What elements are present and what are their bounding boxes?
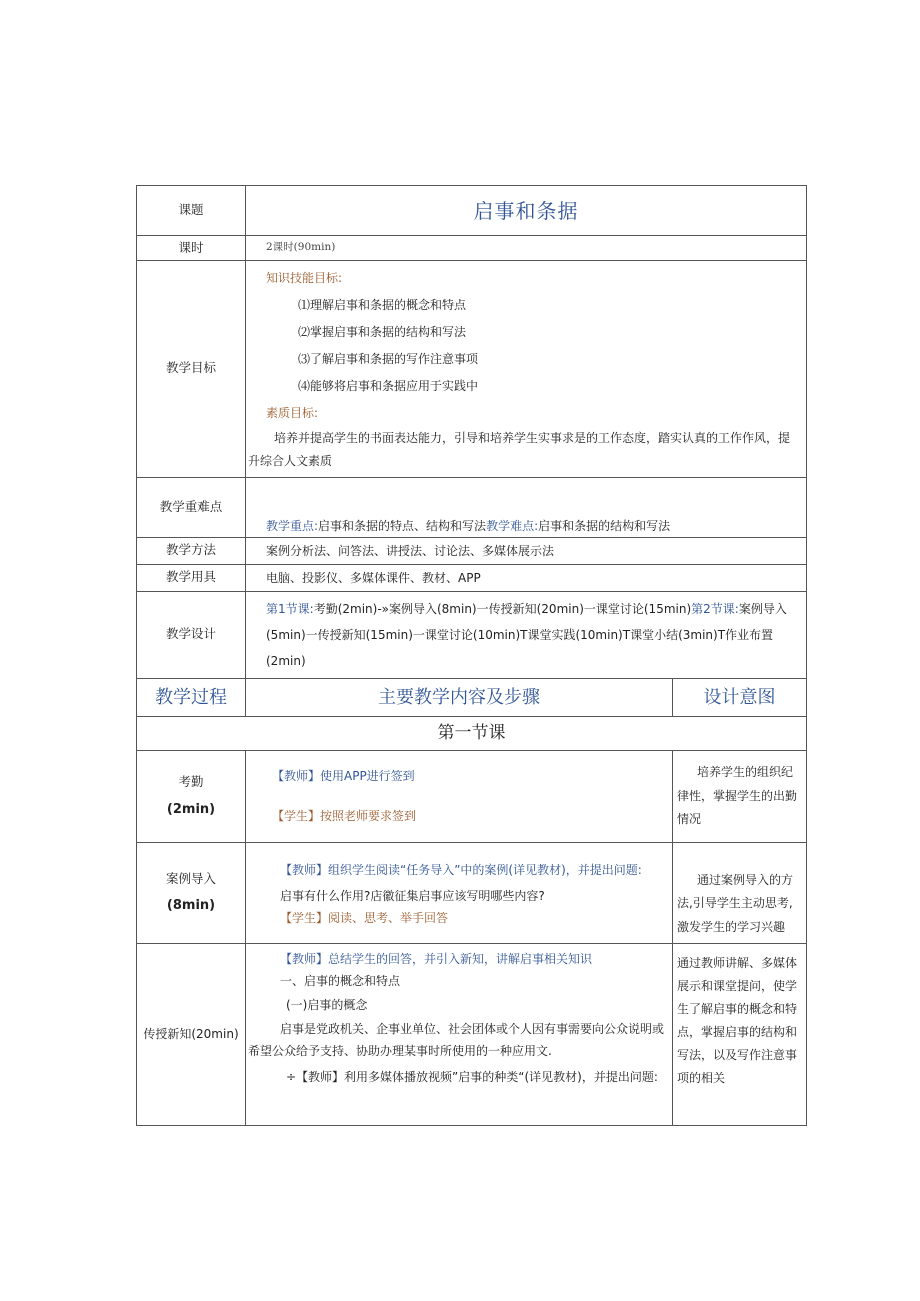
hours-value: 2课时(90min) <box>246 236 807 261</box>
hard-title: 教学难点: <box>486 518 539 533</box>
row-keypoints <box>137 477 807 537</box>
step-content <box>246 750 673 842</box>
session1-text: 考勤(2min)-»案例导入(8min)一传授新知(20min)一课堂讨论(15min) <box>313 601 692 616</box>
step-time: (8min) <box>166 898 216 914</box>
key-title: 教学重点: <box>266 518 319 533</box>
step-intent: 培养学生的组织纪律性，掌握学生的出勤情况 <box>673 750 807 842</box>
step-name-cell <box>137 842 246 943</box>
session2-text: 案例导入(5min)一传授新知(15min)一课堂讨论(10min)T课堂实践(10min)T课堂小结(3min)T作业布置(2min) <box>266 601 787 668</box>
section-title: 第一节课 <box>137 716 807 750</box>
hours-label: 课时 <box>137 236 246 261</box>
process-header-col3: 设计意图 <box>673 678 807 716</box>
quality-title: 素质目标: <box>266 405 319 420</box>
row-topic <box>137 186 807 236</box>
knowledge-item: ⑵掌握启事和条据的结构和写法 <box>298 324 467 339</box>
student-action: 【学生】按照老师要求签到 <box>272 809 417 824</box>
knowledge-item: ⑴理解启事和条据的概念和特点 <box>298 297 467 312</box>
row-design <box>137 591 807 678</box>
quality-text: 培养并提高学生的书面表达能力，引导和培养学生实事求是的工作态度，踏实认真的工作作风，提升综合人文素质 <box>248 430 791 468</box>
step-row-attendance <box>137 750 807 842</box>
row-tools <box>137 564 807 591</box>
step-intent: 通过教师讲解、多媒体展示和课堂提问，使学生了解启事的概念和特点，掌握启事的结构和写法，以及写作注意事项的相关 <box>673 943 807 1125</box>
topic-value: 启事和条据 <box>246 186 807 236</box>
question-text: 启事有什么作用?店徽征集启事应该写明哪些内容? <box>280 888 545 903</box>
goals-content <box>246 260 807 477</box>
session2-title: 第2节课: <box>691 601 739 616</box>
step-content <box>246 943 673 1125</box>
step-intent: 通过案例导入的方法,引导学生主动思考,激发学生的学习兴趣 <box>673 842 807 943</box>
lesson-plan-document <box>136 185 806 1126</box>
heading-2: (一)启事的概念 <box>286 997 368 1012</box>
teacher-action-2: ÷【教师】利用多媒体播放视频”启事的种类“(详见教材)，并提出问题: <box>286 1069 658 1084</box>
row-goals <box>137 260 807 477</box>
step-time: (2min) <box>166 801 216 817</box>
step-row-case <box>137 842 807 943</box>
heading-1: 一、启事的概念和特点 <box>280 973 401 988</box>
keypoints-content <box>246 477 807 537</box>
teacher-action: 【教师】使用APP进行签到 <box>272 769 415 784</box>
process-header-col1: 教学过程 <box>137 678 246 716</box>
lesson-plan-table <box>136 185 807 1126</box>
teacher-action: 【教师】组织学生阅读“任务导入”中的案例(详见教材)，并提出问题: <box>280 862 642 877</box>
knowledge-item: ⑷能够将启事和条据应用于实践中 <box>298 378 479 393</box>
step-row-teaching <box>137 943 807 1125</box>
step-name: 考勤 <box>178 774 204 790</box>
hard-text: 启事和条据的结构和写法 <box>538 518 671 533</box>
step-name: 传授新知(20min) <box>143 1027 239 1042</box>
tools-label: 教学用具 <box>137 564 246 591</box>
key-text: 启事和条据的特点、结构和写法 <box>318 518 487 533</box>
methods-value: 案例分析法、问答法、讲授法、讨论法、多媒体展示法 <box>246 537 807 564</box>
row-hours <box>137 236 807 261</box>
teacher-action: 【教师】总结学生的回答，并引入新知，讲解启事相关知识 <box>280 951 593 966</box>
step-name: 案例导入 <box>165 870 216 886</box>
step-name-cell <box>137 750 246 842</box>
knowledge-item: ⑶了解启事和条据的写作注意事项 <box>298 351 479 366</box>
knowledge-title: 知识技能目标: <box>266 270 343 285</box>
tools-value: 电脑、投影仪、多媒体课件、教材、APP <box>246 564 807 591</box>
row-methods <box>137 537 807 564</box>
design-label: 教学设计 <box>137 591 246 678</box>
goals-label: 教学目标 <box>137 260 246 477</box>
step-name-cell <box>137 943 246 1125</box>
topic-label: 课题 <box>137 186 246 236</box>
process-header-col2: 主要教学内容及步骤 <box>246 678 673 716</box>
step-content <box>246 842 673 943</box>
student-action: 【学生】阅读、思考、举手回答 <box>280 910 449 925</box>
section-row <box>137 716 807 750</box>
session1-title: 第1节课: <box>266 601 314 616</box>
design-content <box>246 591 807 678</box>
methods-label: 教学方法 <box>137 537 246 564</box>
process-header-row <box>137 678 807 716</box>
keypoints-label: 教学重难点 <box>137 477 246 537</box>
concept-paragraph: 启事是党政机关、企事业单位、社会团体或个人因有事需要向公众说明或希望公众给予支持、协助办理某事时所使用的一种应用文. <box>248 1021 665 1058</box>
